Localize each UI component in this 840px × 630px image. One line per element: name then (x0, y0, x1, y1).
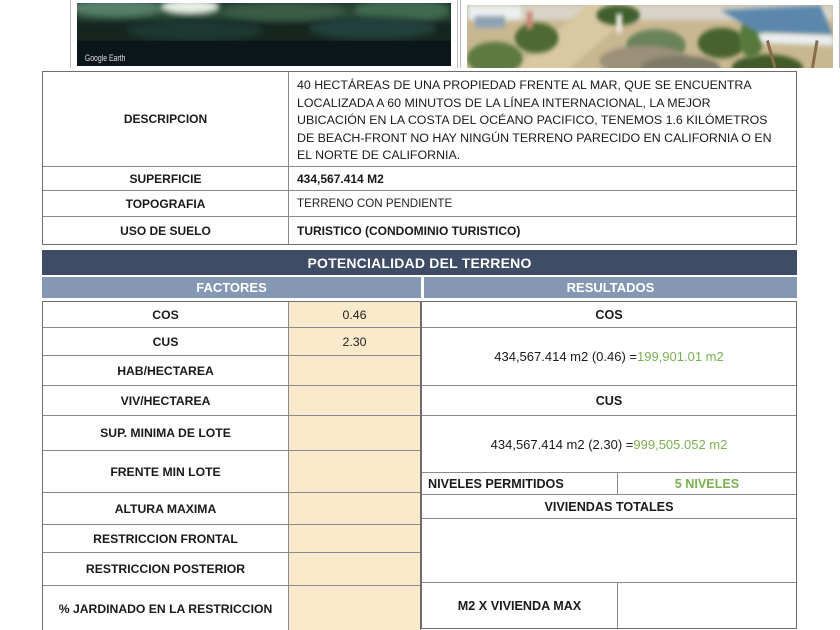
niveles-permitidos-row (422, 473, 796, 495)
table-row (43, 217, 796, 244)
factor-value-restriccion-posterior (289, 553, 420, 585)
factor-value-cus: 2.30 (289, 328, 420, 355)
factor-value-jardinado (289, 586, 420, 630)
table-row (43, 525, 420, 553)
factores-header: FACTORES (42, 277, 421, 298)
factor-value-viv-hectarea (289, 386, 420, 415)
factor-value-altura-maxima (289, 493, 420, 524)
descripcion-label: DESCRIPCION (43, 72, 289, 166)
table-row (43, 416, 420, 451)
factores-table (42, 301, 421, 630)
viviendas-totales-value-cell (422, 519, 796, 583)
niveles-permitidos-label: NIVELES PERMITIDOS (422, 473, 618, 494)
table-row (43, 302, 420, 328)
property-info-table (42, 71, 797, 245)
table-row (43, 191, 796, 217)
descripcion-text: 40 HECTÁREAS DE UNA PROPIEDAD FRENTE AL MAR, QUE SE ENCUENTRA LOCALIZADA A 60 MINUTOS DE LA LÍNEA INTERNACIONAL, LA MEJOR UBICACIÓN EN LA COSTA DEL OCÉANO PACIFICO, TENEMOS 1.6 KILÓMETROS DE BEACH-FRONT NO HAY NINGÚN TERRENO PARECIDO EN CALIFORNIA O EN EL NORTE DE CALIFORNIA. (297, 78, 772, 163)
table-row (43, 451, 420, 493)
factor-value-sup-minima (289, 416, 420, 450)
uso-de-suelo-value: TURISTICO (CONDOMINIO TURISTICO) (297, 223, 521, 238)
m2-vivienda-max-label: M2 X VIVIENDA MAX (422, 583, 618, 628)
factor-label-altura-maxima: ALTURA MAXIMA (43, 493, 289, 524)
factor-value-restriccion-frontal (289, 525, 420, 552)
table-row (43, 553, 420, 586)
superficie-label: SUPERFICIE (43, 167, 289, 190)
table-row (43, 493, 420, 525)
table-row (43, 72, 796, 167)
cus-formula-result: 999,505.052 m2 (633, 436, 728, 452)
resultados-cus-header: CUS (422, 386, 796, 416)
satellite-image-frame (70, 0, 458, 68)
resultados-table (421, 301, 797, 629)
beach-photo-frame (460, 0, 840, 68)
cos-formula-row (422, 328, 796, 386)
resultados-header: RESULTADOS (424, 277, 797, 298)
google-earth-watermark: Google Earth (84, 53, 126, 64)
table-row (43, 167, 796, 191)
factor-value-hab-hectarea (289, 356, 420, 385)
factor-label-restriccion-posterior: RESTRICCION POSTERIOR (43, 553, 289, 585)
factor-label-restriccion-frontal: RESTRICCION FRONTAL (43, 525, 289, 552)
niveles-permitidos-value: 5 NIVELES (674, 476, 740, 491)
column-header-band (42, 277, 797, 298)
table-row (43, 386, 420, 416)
descripcion-value-cell (289, 72, 796, 166)
factor-label-cos: COS (43, 302, 289, 327)
factor-value-cos: 0.46 (289, 302, 420, 327)
viviendas-totales-header: VIVIENDAS TOTALES (422, 495, 796, 519)
cus-formula-row (422, 416, 796, 473)
factor-label-cus: CUS (43, 328, 289, 355)
table-row (43, 356, 420, 386)
factor-label-sup-minima: SUP. MINIMA DE LOTE (43, 416, 289, 450)
m2-vivienda-max-row (422, 583, 796, 628)
table-row (43, 328, 420, 356)
resultados-cos-header: COS (422, 302, 796, 328)
factor-label-frente-min: FRENTE MIN LOTE (43, 451, 289, 492)
cus-formula-expression: 434,567.414 m2 (2.30) = (490, 436, 634, 452)
uso-de-suelo-label: USO DE SUELO (43, 217, 289, 244)
m2-vivienda-max-value (618, 583, 796, 628)
potencialidad-grids (42, 301, 797, 630)
photo-strip (0, 0, 840, 68)
topografia-value: TERRENO CON PENDIENTE (297, 197, 453, 210)
factor-label-hab-hectarea: HAB/HECTAREA (43, 356, 289, 385)
satellite-image (77, 3, 451, 66)
factor-label-jardinado: % JARDINADO EN LA RESTRICCION (43, 586, 289, 630)
table-row (43, 586, 420, 630)
superficie-value: 434,567.414 M2 (297, 171, 384, 186)
document-body (42, 71, 797, 630)
beach-photo (467, 5, 833, 68)
factor-value-frente-min (289, 451, 420, 492)
section-title-potencialidad: POTENCIALIDAD DEL TERRENO (42, 250, 797, 275)
cos-formula-expression: 434,567.414 m2 (0.46) = (494, 349, 637, 364)
factor-label-viv-hectarea: VIV/HECTAREA (43, 386, 289, 415)
cos-formula-result: 199,901.01 m2 (637, 349, 724, 364)
topografia-label: TOPOGRAFIA (43, 191, 289, 216)
